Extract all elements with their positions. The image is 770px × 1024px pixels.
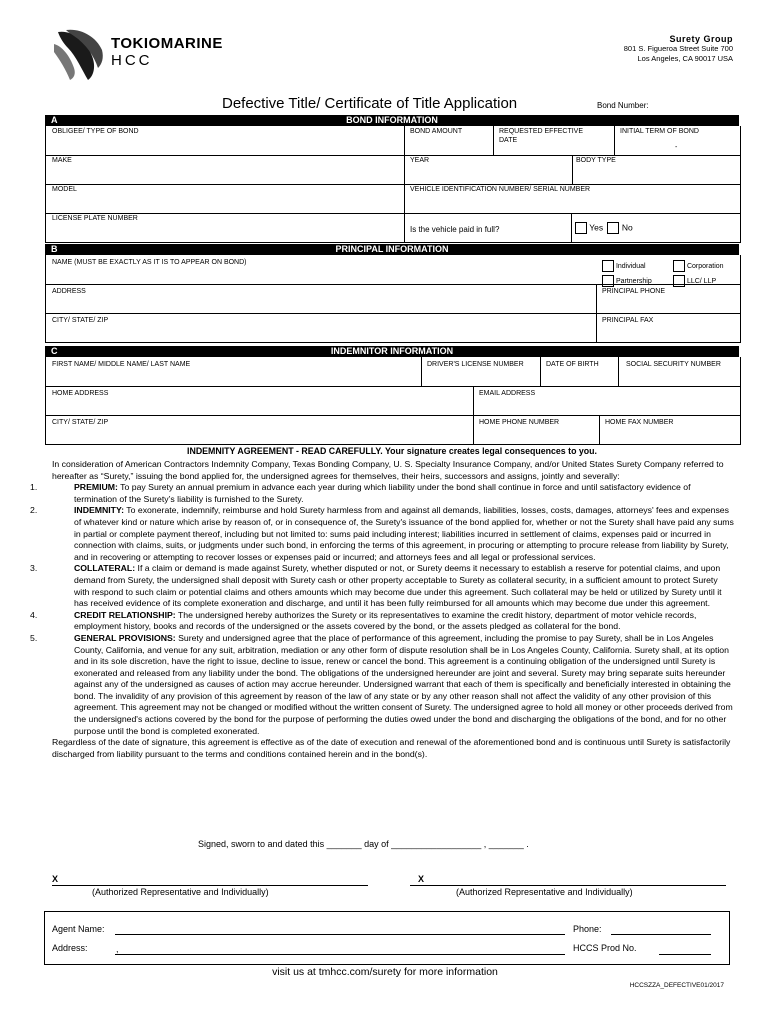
paid-in-full-question: Is the vehicle paid in full? [410,225,500,234]
paid-in-full-options [575,222,633,234]
home-fax-label: HOME FAX NUMBER [605,419,674,426]
principal-name-label: NAME (MUST BE EXACTLY AS IT IS TO APPEAR ON BOND) [52,259,247,266]
agreement-intro: In consideration of American Contractors Indemnity Company, Texas Bonding Company, U. S. Specialty Insurance Company, and/or United States Surety Company referred to hereafter as “Surety,” issuing the bond applied for, the undersigned agrees for themselves, their heirs, successors and assigns, jointly and severally: [52,459,724,481]
no-checkbox[interactable] [607,222,619,234]
entity-corporation [673,260,724,272]
yes-checkbox[interactable] [575,222,587,234]
section-c-box [45,357,741,445]
agreement-item: 2. INDEMNITY: To exonerate, indemnify, reimburse and hold Surety harmless from and against all demands, liabilities, losses, costs, damages, attorneys' fees and expenses of whatever kind or nature which arise by reason of, or in consequence of, the Surety's issuance of the bond applied for, whether or not the Surety shall have paid any sums in partial or complete payment thereof, including but not limited to: sums paid including interest; liabilities incurred in settlement of claims, expenses paid or incurred in connection with claims, suits, or judgments under such bond, in enforcing the terms of this agreement, in procuring or attempting to procure release from liability by Surety, and in recovering or attempting to recover losses or expenses paid or incurred; and attorneys fees and all legal or professional services. [30,505,734,562]
entity-partnership [602,275,652,287]
agent-address-label: Address: [52,943,88,953]
section-b-heading: PRINCIPAL INFORMATION [335,244,449,254]
principal-city-label: CITY/ STATE/ ZIP [52,317,109,324]
agent-phone-field[interactable] [611,934,711,935]
no-label: No [621,222,633,233]
signature-line-left[interactable] [52,885,368,886]
individual-label: Individual [615,262,646,270]
section-a-bar [45,115,739,126]
signature-caption-left: (Authorized Representative and Individually) [92,887,269,897]
section-b-bar [45,244,739,255]
hccs-prod-label: HCCS Prod No. [573,943,637,953]
yes-label: Yes [589,222,604,233]
bond-number-label: Bond Number: [597,101,649,110]
agreement-item: 5. GENERAL PROVISIONS: Surety and undersigned agree that the place of performance of this agreement, including the promise to pay Surety, shall be in Los Angeles County, California, and venue for any suit, arbitration, mediation or any other form of dispute resolution shall be in Los Angeles County, California. Surety shall, at its option and in its sole discretion, have the right to issue, decline to issue, renew or cancel the bond. This agreement is a continuing obligation of the undersigned until Surety is exonerated and released from any liability under the bond. The obligations of the undersigned hereunder are joint and several. Surety may bring separate suits hereunder against any of the undersigned as causes of action may accrue hereunder. Undersigned warrant that each of them is specifically and beneficially interested in obtaining the bond. The invalidity of any provision of this agreement by reason of the law of any state or by any other reason shall not affect the validity of any other provision of this agreement. This agreement may not be changed or modified without the written consent of Surety. The undersigned agree to hold all money or other proceeds derived from the undersigned's actions covered by the bond for the purpose of performing the duties owed under the bond and discharging the obligations of the bond, and for no other purpose until the bond is completed exonerated. [30,632,733,736]
principal-fax-label: PRINCIPAL FAX [602,317,654,324]
logo-text-tokiomarine: TOKIOMARINE [111,35,223,52]
address-line-1: 801 S. Figueroa Street Suite 700 [623,44,733,53]
signature-caption-right: (Authorized Representative and Individually) [456,887,633,897]
requested-effective-label: REQUESTED EFFECTIVE [499,128,584,135]
initial-term-dash: - [675,144,678,151]
section-a-box [45,126,741,243]
indemnitor-name-label: FIRST NAME/ MIDDLE NAME/ LAST NAME [52,361,191,368]
signature-x-right: X [418,874,425,884]
principal-phone-label: PRINCIPAL PHONE [602,288,666,295]
make-label: MAKE [52,157,72,164]
llc-label: LLC/ LLP [686,277,717,285]
model-label: MODEL [52,186,77,193]
bond-amount-label: BOND AMOUNT [410,128,463,135]
entity-individual [602,260,646,272]
vin-label: VEHICLE IDENTIFICATION NUMBER/ SERIAL NUMBER [410,186,591,193]
partnership-label: Partnership [615,277,652,285]
individual-checkbox[interactable] [602,260,614,272]
address-line-2: Los Angeles, CA 90017 USA [637,54,733,63]
home-phone-label: HOME PHONE NUMBER [479,419,560,426]
agent-address-comma: , [116,944,119,954]
agreement-item: 1. PREMIUM: To pay Surety an annual premium in advance each year during which liability under the bond shall continue in force and until satisfactory evidence of termination of the Surety’s liability is furnished to the Surety. [30,482,691,504]
partnership-checkbox[interactable] [602,275,614,287]
section-a-letter: A [51,115,58,125]
section-b-letter: B [51,244,58,254]
drivers-license-label: DRIVER'S LICENSE NUMBER [427,361,524,368]
signed-sworn-line[interactable]: Signed, sworn to and dated this _______ day of __________________ , _______ . [198,839,529,849]
home-address-label: HOME ADDRESS [52,390,109,397]
agent-phone-label: Phone: [573,924,602,934]
logo-text-hcc: HCC [111,52,153,69]
footer-visit: visit us at tmhcc.com/surety for more information [272,966,498,978]
company-name: Surety Group [669,34,733,44]
agreement-closing: Regardless of the date of signature, this agreement is effective as of the date of execution and renewal of the aforementioned bond and is continuous until Surety is satisfactorily discharged from liability pursuant to the terms and conditions contained herein and in the bond(s). [52,737,731,759]
year-label: YEAR [410,157,430,164]
date-of-birth-label: DATE OF BIRTH [546,361,599,368]
footer-form-code: HCCSZZA_DEFECTIVE01/2017 [629,982,724,989]
agreement-heading: INDEMNITY AGREEMENT - READ CAREFULLY. Your signature creates legal consequences to you. [187,446,597,456]
body-type-label: BODY TYPE [576,157,616,164]
obligee-label: OBLIGEE/ TYPE OF BOND [52,128,139,135]
section-c-bar [45,346,739,357]
llc-checkbox[interactable] [673,275,685,287]
agreement-item: 4. CREDIT RELATIONSHIP: The undersigned hereby authorizes the Surety or its representatives to examine the credit history, department of motor vehicle records, employment history, books and records of the undersigned or the assets covered by the bond, or the assets pledged as collateral for the bond. [30,609,697,632]
agent-address-field[interactable] [115,954,565,955]
license-plate-label: LICENSE PLATE NUMBER [52,215,138,222]
agent-name-label: Agent Name: [52,924,105,934]
requested-effective-date-label: DATE [499,137,518,144]
principal-address-label: ADDRESS [52,288,86,295]
signature-x-left: X [52,874,59,884]
agreement-item: 3. COLLATERAL: If a claim or demand is made against Surety, whether disputed or not, or Surety deems it necessary to establish a reserve for potential claims, and upon demand from Surety, the undersigned shall deposit with Surety cash or other property acceptable to Surety as collateral security, in a sufficient amount to protect Surety with respond to such claim or potential claims and others amounts which may become due under this agreement. Such collateral may be held or utilized by Surety until it has received evidence of its complete exoneration and discharge, and until it has been fully reimbursed for all amounts which may become due under this agreement. [30,563,722,609]
agreement-body [30,459,734,760]
agent-name-field[interactable] [115,934,565,935]
agent-box [44,911,730,965]
section-c-letter: C [51,346,58,356]
corporation-checkbox[interactable] [673,260,685,272]
tokio-marine-logo-icon [52,26,108,82]
form-title: Defective Title/ Certificate of Title Application [222,95,518,112]
company-address [624,34,733,64]
corporation-label: Corporation [686,262,724,270]
hccs-prod-field[interactable] [659,954,711,955]
section-c-heading: INDEMNITOR INFORMATION [330,346,454,356]
initial-term-label: INITIAL TERM OF BOND [620,128,699,135]
section-a-heading: BOND INFORMATION [346,115,438,125]
section-b-box [45,255,741,343]
email-label: EMAIL ADDRESS [479,390,536,397]
signature-line-right[interactable] [410,885,726,886]
entity-llc [673,275,716,287]
indemnitor-city-label: CITY/ STATE/ ZIP [52,419,109,426]
ssn-label: SOCIAL SECURITY NUMBER [626,361,721,368]
